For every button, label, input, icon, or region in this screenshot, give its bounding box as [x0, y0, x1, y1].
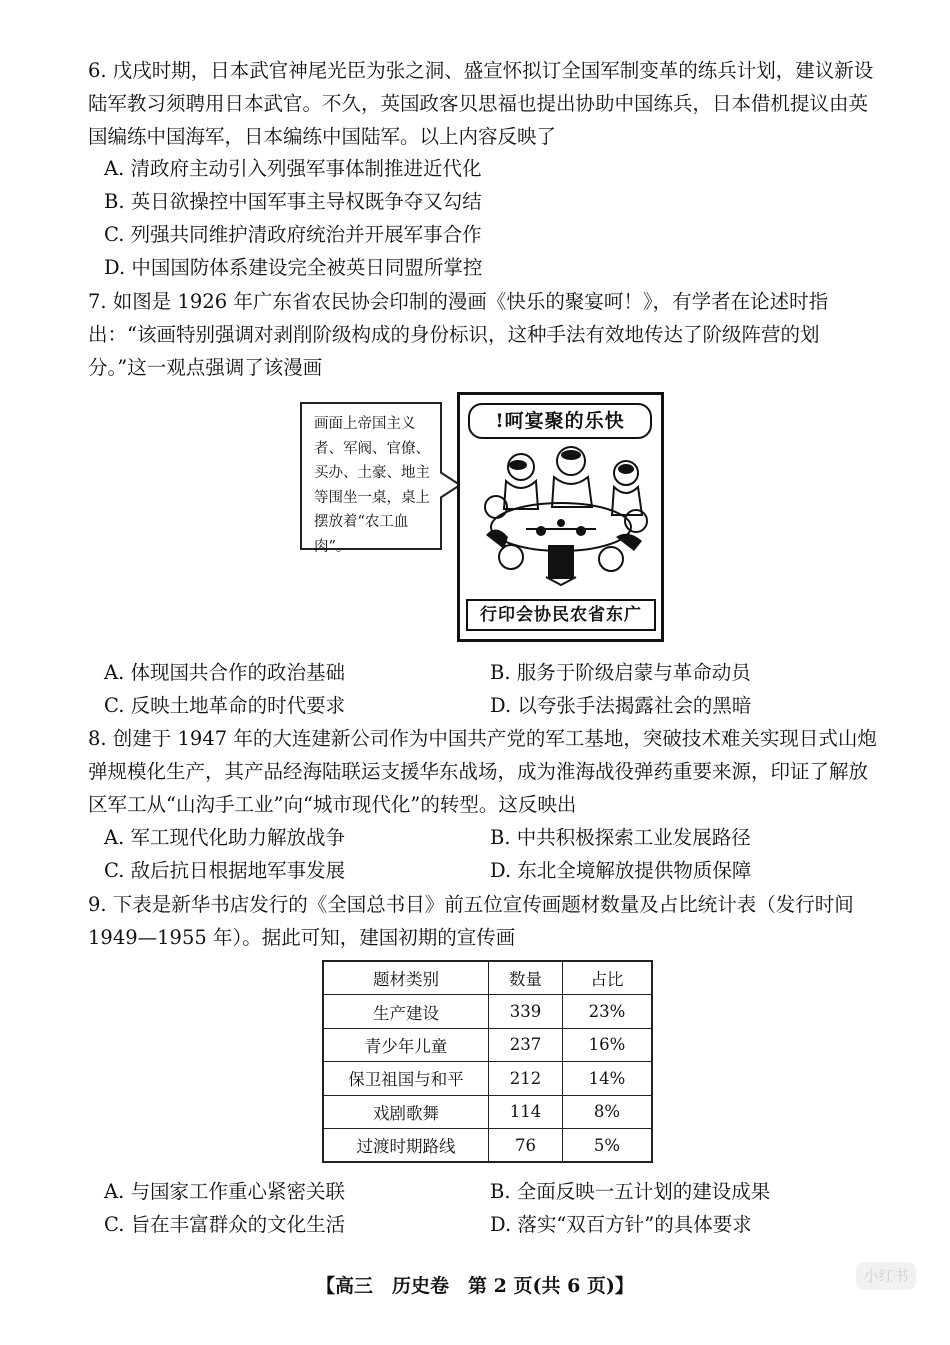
- q6-option-d: D. 中国国防体系建设完全被英日同盟所掌控: [104, 256, 483, 279]
- table-cell-category: 过渡时期路线: [323, 1128, 489, 1162]
- table-cell-category: 戏剧歌舞: [323, 1095, 489, 1128]
- cartoon-image: [457, 392, 664, 642]
- table-header-row: [323, 961, 652, 995]
- table-row: [323, 1095, 652, 1128]
- table-cell-count: 339: [489, 995, 563, 1028]
- table-cell-share: 16%: [563, 1028, 653, 1061]
- table-cell-category: 保卫祖国与和平: [323, 1062, 489, 1095]
- q6-option-b: B. 英日欲操控中国军事主导权既争夺又勾结: [104, 190, 482, 213]
- question-8: [88, 722, 878, 821]
- watermark-logo: 小红书: [856, 1262, 916, 1290]
- q6-option-a: A. 清政府主动引入列强军事体制推进近代化: [104, 157, 482, 180]
- q6-option-c: C. 列强共同维护清政府统治并开展军事合作: [104, 223, 482, 246]
- question-7-stem: 7. 如图是 1926 年广东省农民协会印制的漫画《快乐的聚宴呵！》，有学者在论述时指出：“该画特别强调对剥削阶级构成的身份标识，这种手法有效地传达了阶级阵营的划分。”这一观点强调了该漫画: [88, 290, 829, 379]
- q9-option-b: B. 全面反映一五计划的建设成果: [490, 1180, 771, 1203]
- cartoon-caption-box: 画面上帝国主义者、军阀、官僚、买办、土豪、地主等围坐一桌，桌上摆放着“农工血肉”。: [300, 402, 442, 550]
- table-row: [323, 1028, 652, 1061]
- table-row: [323, 1062, 652, 1095]
- question-7: [88, 285, 878, 384]
- propaganda-poster-table: [322, 960, 653, 1163]
- q9-option-a: A. 与国家工作重心紧密关联: [104, 1180, 345, 1203]
- page-footer: 【高三 历史卷 第 2 页(共 6 页)】: [316, 1275, 634, 1297]
- table-cell-count: 237: [489, 1028, 563, 1061]
- table-row: [323, 1128, 652, 1162]
- q8-option-d: D. 东北全境解放提供物质保障: [490, 859, 752, 882]
- table-cell-share: 8%: [563, 1095, 653, 1128]
- q8-option-c: C. 敌后抗日根据地军事发展: [104, 859, 346, 882]
- q7-option-a: A. 体现国共合作的政治基础: [104, 661, 345, 684]
- q8-option-a: A. 军工现代化助力解放战争: [104, 826, 345, 849]
- table-cell-count: 76: [489, 1128, 563, 1162]
- table-header-category: 题材类别: [323, 961, 489, 995]
- table-cell-share: 5%: [563, 1128, 653, 1162]
- table-cell-count: 212: [489, 1062, 563, 1095]
- cartoon-footer-banner: 广东省农民协会印行: [466, 599, 656, 631]
- table-header-count: 数量: [489, 961, 563, 995]
- question-6: [88, 54, 878, 153]
- cartoon-title-mark: !: [495, 410, 505, 432]
- q7-option-b: B. 服务于阶级启蒙与革命动员: [490, 661, 751, 684]
- question-8-stem: 8. 创建于 1947 年的大连建新公司作为中国共产党的军工基地，突破技术难关实现日式山炮弹规模化生产，其产品经海陆联运支援华东战场，成为淮海战役弹药重要来源，印证了解放区军工从“山沟手工业”向“城市现代化”的转型。这反映出: [88, 727, 877, 816]
- table-cell-category: 生产建设: [323, 995, 489, 1028]
- table-row: [323, 995, 652, 1028]
- table-cell-count: 114: [489, 1095, 563, 1128]
- cartoon-title-text: 快乐的聚宴呵: [504, 410, 625, 432]
- question-9: [88, 888, 878, 954]
- q9-option-d: D. 落实“双百方针”的具体要求: [490, 1213, 752, 1236]
- q7-option-c: C. 反映土地革命的时代要求: [104, 694, 346, 717]
- table-cell-share: 23%: [563, 995, 653, 1028]
- banquet-illustration: [466, 445, 656, 593]
- question-6-stem: 6. 戊戌时期，日本武官神尾光臣为张之洞、盛宣怀拟订全国军制变革的练兵计划，建议新设陆军教习须聘用日本武官。不久，英国政客贝思福也提出协助中国练兵，日本借机提议由英国编练中国海军，日本编练中国陆军。以上内容反映了: [88, 59, 874, 148]
- cartoon-title-banner: [468, 403, 652, 439]
- table-cell-category: 青少年儿童: [323, 1028, 489, 1061]
- question-9-stem: 9. 下表是新华书店发行的《全国总书目》前五位宣传画题材数量及占比统计表（发行时间 1949—1955 年）。据此可知，建国初期的宣传画: [88, 893, 854, 949]
- table-header-share: 占比: [563, 961, 653, 995]
- table-cell-share: 14%: [563, 1062, 653, 1095]
- q7-option-d: D. 以夸张手法揭露社会的黑暗: [490, 694, 752, 717]
- q9-option-c: C. 旨在丰富群众的文化生活: [104, 1213, 346, 1236]
- q8-option-b: B. 中共积极探索工业发展路径: [490, 826, 751, 849]
